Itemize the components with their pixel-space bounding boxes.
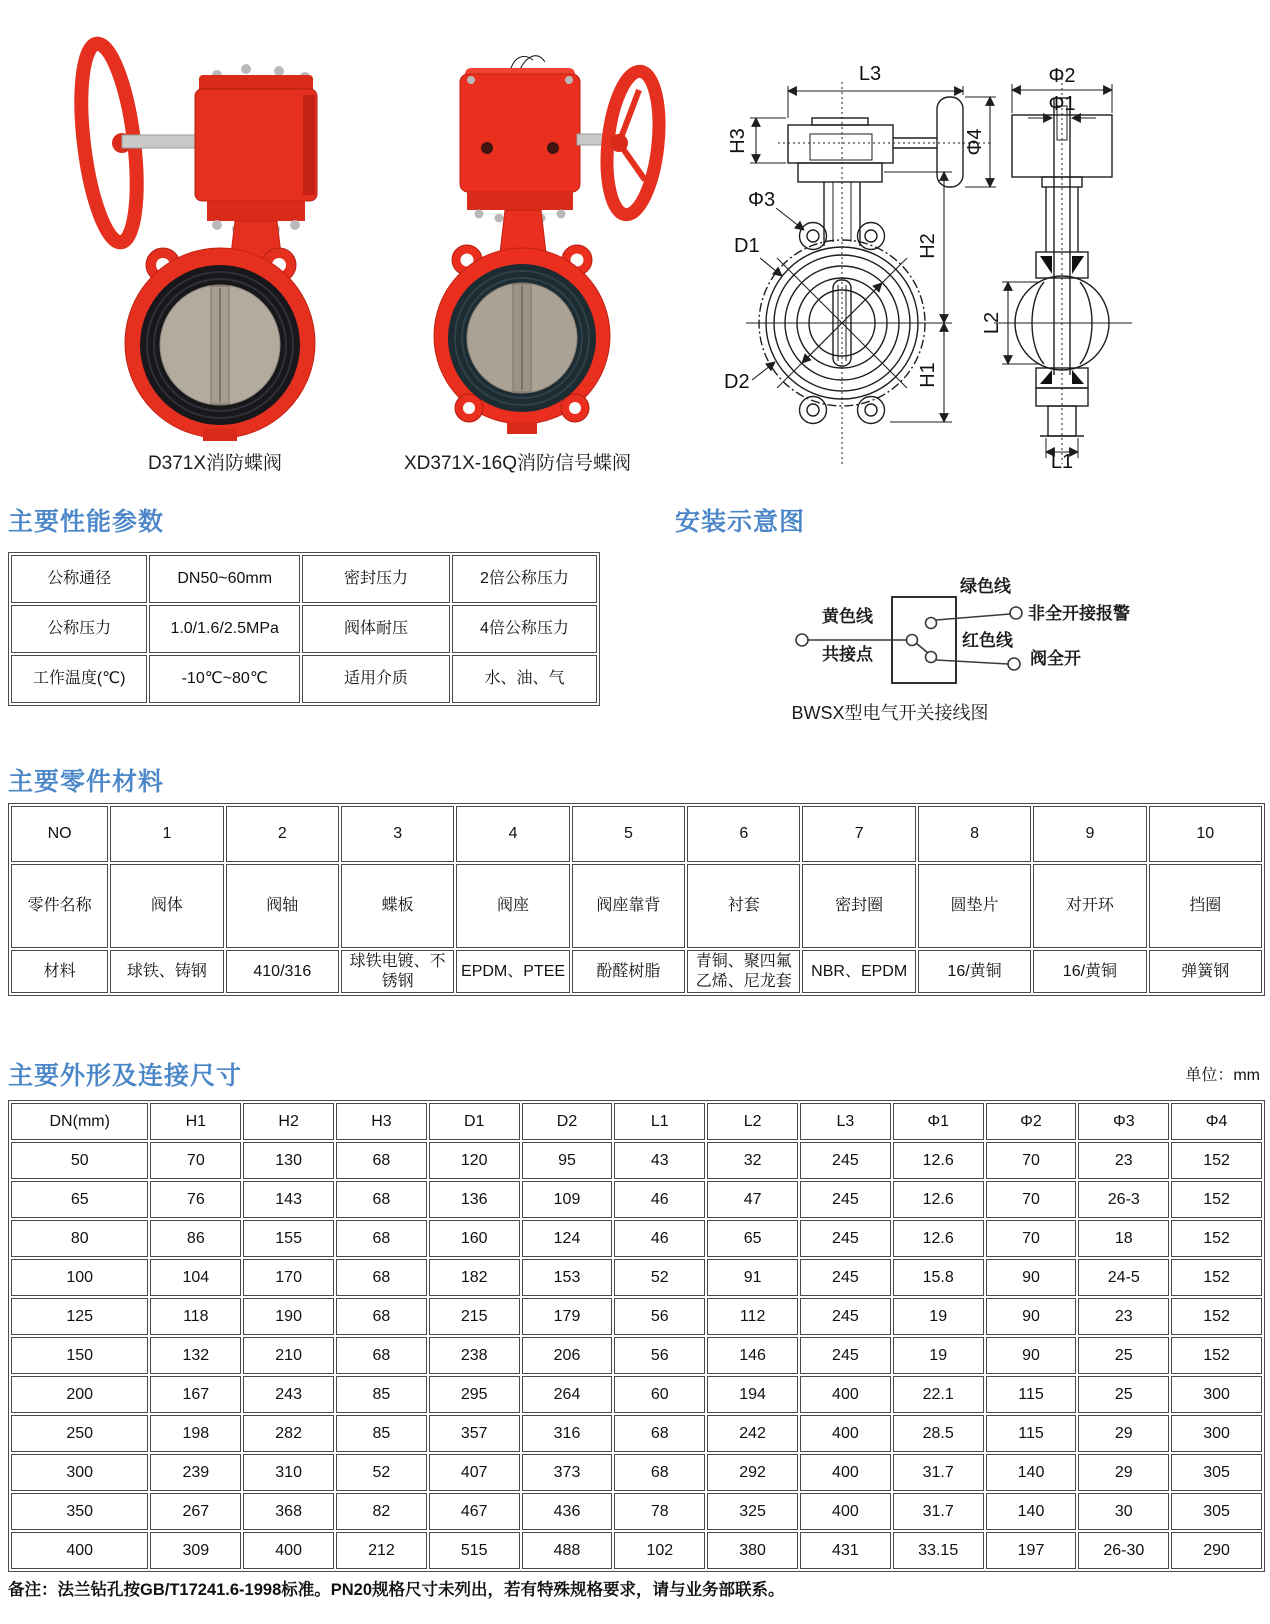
table-cell: 100 [11, 1259, 148, 1296]
table-cell: 305 [1171, 1493, 1262, 1530]
table-cell: 31.7 [893, 1454, 984, 1491]
table-cell: 46 [614, 1220, 705, 1257]
table-cell: Φ3 [1078, 1103, 1169, 1140]
section-title-dimensions: 主要外形及连接尺寸 [8, 1062, 243, 1090]
table-row [11, 950, 1262, 993]
label-red-wire: 红色线 [962, 631, 1013, 650]
dim-label-d1: D1 [734, 235, 760, 257]
table-cell: 阀体耐压 [302, 605, 450, 653]
table-row [11, 1376, 1262, 1413]
table-cell: 194 [707, 1376, 798, 1413]
table-cell: 56 [614, 1298, 705, 1335]
table-cell: 130 [243, 1142, 334, 1179]
drawing-side-dimensions [981, 65, 1112, 470]
table-cell: 86 [150, 1220, 241, 1257]
table-row [11, 1337, 1262, 1374]
table-cell: 球铁、铸钢 [110, 950, 223, 993]
dim-label-l1: L1 [1050, 451, 1074, 470]
table-cell: 1.0/1.6/2.5MPa [149, 605, 300, 653]
table-cell: 23 [1078, 1298, 1169, 1335]
table-cell: 28.5 [893, 1415, 984, 1452]
table-cell: 弹簧钢 [1149, 950, 1262, 993]
table-cell: 206 [522, 1337, 613, 1374]
table-cell: 4 [456, 806, 569, 862]
table-cell: 5 [572, 806, 685, 862]
table-cell: L2 [707, 1103, 798, 1140]
table-cell: 68 [336, 1298, 427, 1335]
table-cell: 245 [800, 1220, 891, 1257]
table-cell: 50 [11, 1142, 148, 1179]
table-cell: 325 [707, 1493, 798, 1530]
dim-label-l2: L2 [981, 311, 1003, 335]
table-cell: 68 [614, 1415, 705, 1452]
table-cell: 蝶板 [341, 864, 454, 948]
table-cell: 197 [986, 1532, 1077, 1569]
wiring-diagram-caption: BWSX型电气开关接线图 [791, 703, 989, 723]
table-cell: 水、油、气 [452, 655, 597, 703]
label-green-wire: 绿色线 [960, 577, 1011, 596]
table-cell: 4倍公称压力 [452, 605, 597, 653]
table-cell: 153 [522, 1259, 613, 1296]
table-cell: 212 [336, 1532, 427, 1569]
table-cell: H1 [150, 1103, 241, 1140]
table-cell: 52 [614, 1259, 705, 1296]
technical-drawing [690, 30, 1270, 470]
table-cell: 190 [243, 1298, 334, 1335]
table-row [11, 1532, 1262, 1569]
table-cell: 29 [1078, 1415, 1169, 1452]
table-cell: 436 [522, 1493, 613, 1530]
table-cell: 2 [226, 806, 339, 862]
table-row [11, 605, 597, 653]
table-cell: H3 [336, 1103, 427, 1140]
table-cell: 109 [522, 1181, 613, 1218]
table-cell: 23 [1078, 1142, 1169, 1179]
table-cell: 32 [707, 1142, 798, 1179]
dim-label-phi2: Φ2 [1048, 65, 1076, 87]
table-cell: 170 [243, 1259, 334, 1296]
label-common-point: 共接点 [822, 645, 873, 664]
table-cell: 公称压力 [11, 605, 147, 653]
table-cell: 264 [522, 1376, 613, 1413]
valve-disc [467, 283, 577, 393]
table-cell: 56 [614, 1337, 705, 1374]
table-cell: 515 [429, 1532, 520, 1569]
table-cell: 68 [336, 1220, 427, 1257]
table-cell: 85 [336, 1415, 427, 1452]
dim-label-h1: H1 [917, 362, 939, 388]
table-cell: 143 [243, 1181, 334, 1218]
table-cell: 挡圈 [1149, 864, 1262, 948]
table-cell: 工作温度(℃) [11, 655, 147, 703]
table-cell: 488 [522, 1532, 613, 1569]
table-cell: 2倍公称压力 [452, 555, 597, 603]
table-cell: 125 [11, 1298, 148, 1335]
table-cell: 118 [150, 1298, 241, 1335]
table-cell: 309 [150, 1532, 241, 1569]
table-cell: 300 [11, 1454, 148, 1491]
table-cell: 阀座 [456, 864, 569, 948]
table-row [11, 1142, 1262, 1179]
table-cell: 阀轴 [226, 864, 339, 948]
table-cell: 245 [800, 1181, 891, 1218]
table-cell: 300 [1171, 1376, 1262, 1413]
table-cell: 120 [429, 1142, 520, 1179]
table-cell: 46 [614, 1181, 705, 1218]
table-cell: 68 [336, 1181, 427, 1218]
table-cell: 373 [522, 1454, 613, 1491]
table-cell: 90 [986, 1259, 1077, 1296]
table-cell: 292 [707, 1454, 798, 1491]
table-cell: 102 [614, 1532, 705, 1569]
table-cell: Φ2 [986, 1103, 1077, 1140]
table-cell: 12.6 [893, 1181, 984, 1218]
table-cell: 阀座靠背 [572, 864, 685, 948]
table-cell: 350 [11, 1493, 148, 1530]
table-cell: 19 [893, 1298, 984, 1335]
table-cell: 16/黄铜 [918, 950, 1031, 993]
table-cell: 19 [893, 1337, 984, 1374]
table-cell: 152 [1171, 1142, 1262, 1179]
table-cell: 152 [1171, 1220, 1262, 1257]
table-cell: 青铜、聚四氟乙烯、尼龙套 [687, 950, 800, 993]
dim-label-h2: H2 [917, 233, 939, 259]
table-cell: 400 [243, 1532, 334, 1569]
table-cell: 70 [150, 1142, 241, 1179]
table-cell: 210 [243, 1337, 334, 1374]
table-cell: 1 [110, 806, 223, 862]
gearbox [195, 64, 317, 234]
table-cell: 90 [986, 1337, 1077, 1374]
label-full-open: 阀全开 [1030, 649, 1081, 668]
photo-caption-xd371x: XD371X-16Q消防信号蝶阀 [403, 453, 631, 474]
dimensions-unit-label: 单位：mm [1185, 1067, 1260, 1084]
table-cell: 52 [336, 1454, 427, 1491]
table-cell: -10℃~80℃ [149, 655, 300, 703]
table-cell: 146 [707, 1337, 798, 1374]
table-cell: 380 [707, 1532, 798, 1569]
table-cell: 70 [986, 1142, 1077, 1179]
table-cell: 7 [802, 806, 915, 862]
table-cell: 26-3 [1078, 1181, 1169, 1218]
table-cell: 410/316 [226, 950, 339, 993]
table-cell: 198 [150, 1415, 241, 1452]
table-cell: 316 [522, 1415, 613, 1452]
table-cell: H2 [243, 1103, 334, 1140]
table-cell: 282 [243, 1415, 334, 1452]
table-cell: 68 [336, 1142, 427, 1179]
dimensions-table [8, 1100, 1265, 1572]
table-cell: 182 [429, 1259, 520, 1296]
table-cell: 30 [1078, 1493, 1169, 1530]
table-cell: 29 [1078, 1454, 1169, 1491]
section-title-materials: 主要零件材料 [8, 768, 165, 796]
table-cell: 90 [986, 1298, 1077, 1335]
table-cell: D2 [522, 1103, 613, 1140]
table-cell: 3 [341, 806, 454, 862]
table-cell: Φ4 [1171, 1103, 1262, 1140]
table-cell: 152 [1171, 1259, 1262, 1296]
table-cell: 115 [986, 1376, 1077, 1413]
table-cell: 78 [614, 1493, 705, 1530]
table-cell: 112 [707, 1298, 798, 1335]
label-alarm: 非全开接报警 [1028, 604, 1130, 623]
table-cell: 68 [336, 1337, 427, 1374]
table-cell: 70 [986, 1181, 1077, 1218]
table-cell: 305 [1171, 1454, 1262, 1491]
table-cell: 65 [11, 1181, 148, 1218]
table-cell: 65 [707, 1220, 798, 1257]
label-yellow-wire: 黄色线 [822, 607, 873, 626]
drawing-front-view [746, 82, 990, 466]
table-cell: 140 [986, 1493, 1077, 1530]
table-cell: 密封圈 [802, 864, 915, 948]
terminal-alarm [1010, 607, 1022, 619]
table-cell: Φ1 [893, 1103, 984, 1140]
terminal-open [1008, 658, 1020, 670]
table-cell: 167 [150, 1376, 241, 1413]
table-cell: 圆垫片 [918, 864, 1031, 948]
table-row [11, 1181, 1262, 1218]
table-cell: 295 [429, 1376, 520, 1413]
table-cell: 80 [11, 1220, 148, 1257]
table-cell: 15.8 [893, 1259, 984, 1296]
table-cell: 76 [150, 1181, 241, 1218]
table-cell: 25 [1078, 1376, 1169, 1413]
table-cell: DN(mm) [11, 1103, 148, 1140]
section-title-installation: 安装示意图 [675, 508, 806, 536]
table-cell: 衬套 [687, 864, 800, 948]
table-cell: 91 [707, 1259, 798, 1296]
table-cell: 密封压力 [302, 555, 450, 603]
wiring-diagram [760, 552, 1240, 702]
table-row [11, 1493, 1262, 1530]
table-cell: 245 [800, 1142, 891, 1179]
table-cell: 68 [336, 1259, 427, 1296]
table-cell: 132 [150, 1337, 241, 1374]
materials-table [8, 803, 1265, 996]
table-cell: 152 [1171, 1298, 1262, 1335]
table-cell: EPDM、PTEE [456, 950, 569, 993]
table-cell: 球铁电镀、不锈钢 [341, 950, 454, 993]
table-cell: 368 [243, 1493, 334, 1530]
table-cell: D1 [429, 1103, 520, 1140]
table-cell: 400 [11, 1532, 148, 1569]
table-cell: 68 [614, 1454, 705, 1491]
table-cell: 22.1 [893, 1376, 984, 1413]
table-cell: 82 [336, 1493, 427, 1530]
table-cell: 12.6 [893, 1142, 984, 1179]
table-cell: 407 [429, 1454, 520, 1491]
table-cell: 对开环 [1033, 864, 1146, 948]
table-cell: 140 [986, 1454, 1077, 1491]
product-photo-xd371x [405, 48, 670, 440]
footer-note: 备注：法兰钻孔按GB/T17241.6-1998标准。PN20规格尺寸未列出，若有特殊规格要求，请与业务部联系。 [8, 1581, 785, 1599]
table-cell: 400 [800, 1493, 891, 1530]
table-cell: 43 [614, 1142, 705, 1179]
table-header-row [11, 555, 597, 603]
table-cell: 70 [986, 1220, 1077, 1257]
table-cell: 材料 [11, 950, 108, 993]
table-row [11, 1259, 1262, 1296]
table-cell: 10 [1149, 806, 1262, 862]
table-cell: 357 [429, 1415, 520, 1452]
table-cell: 179 [522, 1298, 613, 1335]
table-cell: L3 [800, 1103, 891, 1140]
table-cell: 33.15 [893, 1532, 984, 1569]
table-cell: 60 [614, 1376, 705, 1413]
table-cell: 9 [1033, 806, 1146, 862]
table-cell: NO [11, 806, 108, 862]
table-cell: 阀体 [110, 864, 223, 948]
table-cell: 95 [522, 1142, 613, 1179]
table-cell: 24-5 [1078, 1259, 1169, 1296]
table-cell: 酚醛树脂 [572, 950, 685, 993]
table-cell: 267 [150, 1493, 241, 1530]
table-cell: 8 [918, 806, 1031, 862]
table-header-row [11, 1103, 1262, 1140]
table-cell: 124 [522, 1220, 613, 1257]
table-row [11, 1298, 1262, 1335]
dim-label-phi3: Φ3 [748, 189, 776, 211]
table-cell: 200 [11, 1376, 148, 1413]
table-cell: 适用介质 [302, 655, 450, 703]
table-cell: 160 [429, 1220, 520, 1257]
drawing-side-view [994, 78, 1132, 464]
table-cell: 245 [800, 1259, 891, 1296]
table-cell: 136 [429, 1181, 520, 1218]
table-cell: 245 [800, 1298, 891, 1335]
table-cell: 85 [336, 1376, 427, 1413]
table-cell: 400 [800, 1376, 891, 1413]
table-cell: 243 [243, 1376, 334, 1413]
contact-upper [926, 618, 937, 629]
table-cell: 25 [1078, 1337, 1169, 1374]
photo-caption-d371x: D371X消防蝶阀 [147, 453, 283, 474]
dim-label-phi4: Φ4 [964, 128, 986, 156]
table-row [11, 864, 1262, 948]
table-cell: 31.7 [893, 1493, 984, 1530]
table-cell: 250 [11, 1415, 148, 1452]
table-cell: 310 [243, 1454, 334, 1491]
table-cell: 115 [986, 1415, 1077, 1452]
contact-lower [926, 652, 937, 663]
dim-label-h3: H3 [727, 128, 749, 154]
table-cell: L1 [614, 1103, 705, 1140]
table-cell: 239 [150, 1454, 241, 1491]
table-row [11, 655, 597, 703]
table-cell: NBR、EPDM [802, 950, 915, 993]
table-cell: 400 [800, 1454, 891, 1491]
table-cell: 242 [707, 1415, 798, 1452]
table-cell: 467 [429, 1493, 520, 1530]
table-cell: 公称通径 [11, 555, 147, 603]
terminal-common [796, 634, 808, 646]
performance-table [8, 552, 600, 706]
table-cell: 12.6 [893, 1220, 984, 1257]
table-cell: 400 [800, 1415, 891, 1452]
table-cell: 47 [707, 1181, 798, 1218]
table-cell: 238 [429, 1337, 520, 1374]
table-cell: DN50~60mm [149, 555, 300, 603]
table-cell: 152 [1171, 1181, 1262, 1218]
table-cell: 300 [1171, 1415, 1262, 1452]
table-header-row [11, 806, 1262, 862]
signal-actuator [460, 68, 580, 223]
dim-label-l3: L3 [858, 63, 882, 85]
table-cell: 215 [429, 1298, 520, 1335]
section-title-performance: 主要性能参数 [8, 508, 165, 536]
table-cell: 6 [687, 806, 800, 862]
table-row [11, 1220, 1262, 1257]
dim-label-phi1: Φ1 [1048, 93, 1076, 115]
table-cell: 431 [800, 1532, 891, 1569]
table-cell: 16/黄铜 [1033, 950, 1146, 993]
table-cell: 152 [1171, 1337, 1262, 1374]
handwheel [601, 69, 666, 217]
valve-disc [160, 285, 280, 405]
table-cell: 104 [150, 1259, 241, 1296]
table-cell: 245 [800, 1337, 891, 1374]
table-cell: 18 [1078, 1220, 1169, 1257]
table-cell: 155 [243, 1220, 334, 1257]
table-cell: 零件名称 [11, 864, 108, 948]
table-cell: 290 [1171, 1532, 1262, 1569]
table-row [11, 1454, 1262, 1491]
dim-label-d2: D2 [724, 371, 750, 393]
table-row [11, 1415, 1262, 1452]
product-photo-d371x [65, 25, 345, 443]
table-cell: 150 [11, 1337, 148, 1374]
table-cell: 26-30 [1078, 1532, 1169, 1569]
